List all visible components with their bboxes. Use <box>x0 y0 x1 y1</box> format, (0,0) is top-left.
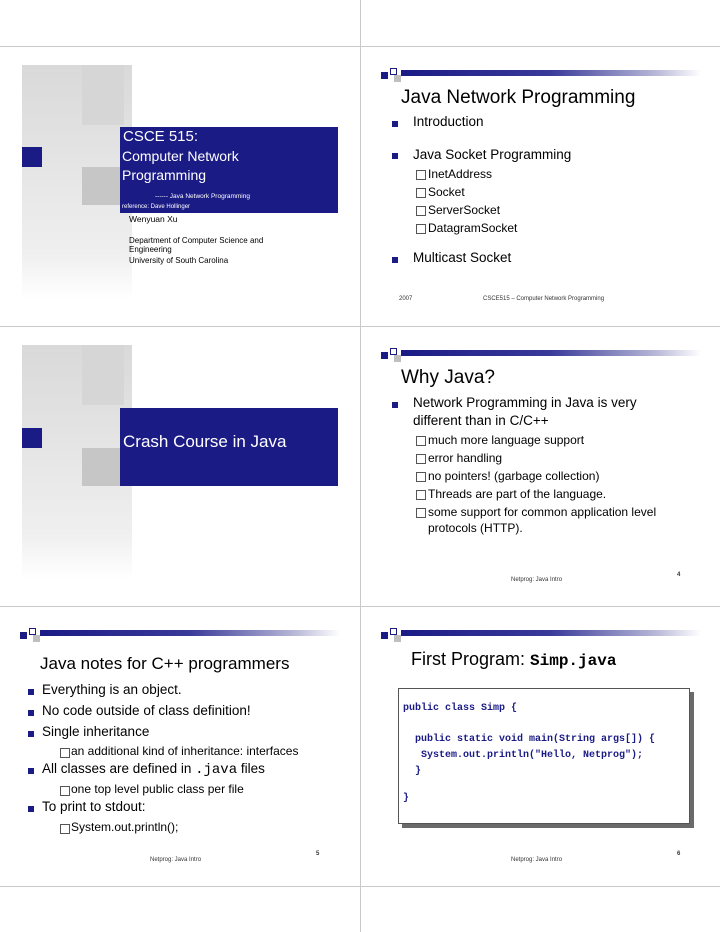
slide5-bullet-4-pre: All classes are defined in <box>42 761 196 776</box>
slide5-title: Java notes for C++ programmers <box>40 654 290 673</box>
slide4-footer-text: Netprog: Java Intro <box>511 577 563 583</box>
code-line: System.out.println("Hello, Netprog"); <box>403 750 644 761</box>
slide-6 <box>361 607 720 894</box>
sub-bullet-box-icon <box>416 170 426 180</box>
sub-bullet-box-icon <box>60 748 70 758</box>
slide6-title <box>411 649 616 670</box>
slide2-title: Java Network Programming <box>401 87 636 108</box>
slide1-accent-square-dark <box>22 147 42 167</box>
slide1-dept-line2: Engineering <box>129 245 172 254</box>
slide4-bullet-line2: different than in C/C++ <box>413 413 549 428</box>
header-bar <box>401 630 701 636</box>
bullet-square-icon <box>392 153 398 159</box>
slide2-footer-text: CSCE515 – Computer Network Programming <box>483 296 605 302</box>
slide-1 <box>0 47 359 334</box>
header-square-outline-icon <box>390 68 397 75</box>
slide1-subtitle-line2: Programming <box>122 167 207 183</box>
slide6-page-number: 6 <box>677 851 681 857</box>
header-square-gray-icon <box>394 355 401 362</box>
bullet-square-icon <box>392 402 398 408</box>
slide5-sub-3: an additional kind of inheritance: interfaces <box>71 744 299 758</box>
sub-bullet-box-icon <box>60 786 70 796</box>
slide4-sub-2: error handling <box>428 451 503 465</box>
slide2-sub-1: InetAddress <box>428 167 493 181</box>
slide3-accent-square-dark <box>22 428 42 448</box>
slide4-bullet-line1: Network Programming in Java is very <box>413 395 637 410</box>
bullet-square-icon <box>392 121 398 127</box>
slide1-reference: reference: Dave Hollinger <box>122 204 191 210</box>
slide4-page-number: 4 <box>677 572 681 578</box>
slide4-sub-3: no pointers! (garbage collection) <box>428 469 600 483</box>
sub-bullet-box-icon <box>416 188 426 198</box>
slide5-bullet-4 <box>42 761 265 778</box>
bullet-square-icon <box>392 257 398 263</box>
bullet-square-icon <box>28 710 34 716</box>
slide1-subtitle-line1: Computer Network <box>122 148 239 164</box>
sub-bullet-box-icon <box>416 454 426 464</box>
slide5-bullet-2: No code outside of class definition! <box>42 703 251 718</box>
code-line: } <box>403 766 422 777</box>
sub-bullet-box-icon <box>416 508 426 518</box>
sub-bullet-box-icon <box>416 206 426 216</box>
slide1-dept-line1: Department of Computer Science and <box>129 236 264 245</box>
slide2-bullet-2: Java Socket Programming <box>413 147 572 162</box>
header-bar <box>40 630 340 636</box>
header-square-icon <box>381 352 388 359</box>
bullet-square-icon <box>28 689 34 695</box>
bullet-square-icon <box>28 731 34 737</box>
slide5-page-number: 5 <box>316 851 320 857</box>
bullet-square-icon <box>28 806 34 812</box>
header-square-icon <box>381 72 388 79</box>
slide5-sub-4: one top level public class per file <box>71 782 244 796</box>
code-line: } <box>403 793 410 804</box>
header-bar <box>401 350 701 356</box>
sub-bullet-box-icon <box>416 436 426 446</box>
header-square-outline-icon <box>29 628 36 635</box>
slide6-title-text: First Program: <box>411 649 531 669</box>
slide5-bullet-4-post: files <box>237 761 265 776</box>
slide1-dashes-subtitle: ------ Java Network Programming <box>155 193 250 200</box>
slide-4 <box>361 327 720 614</box>
slide1-title: CSCE 515: <box>123 128 199 145</box>
header-square-icon <box>20 632 27 639</box>
slide4-sub-4: Threads are part of the language. <box>428 487 607 501</box>
slide4-title: Why Java? <box>401 367 495 388</box>
slide2-bullet-3: Multicast Socket <box>413 250 512 265</box>
header-square-gray-icon <box>33 635 40 642</box>
header-bar <box>401 70 701 76</box>
slide2-sub-4: DatagramSocket <box>428 221 518 235</box>
slide4-sub-1: much more language support <box>428 433 585 447</box>
slide3-accent-square-light <box>82 448 120 486</box>
slide5-bullet-5: To print to stdout: <box>42 799 146 814</box>
slide-5 <box>0 607 359 894</box>
slide2-bullet-1: Introduction <box>413 114 484 129</box>
sub-bullet-box-icon <box>416 472 426 482</box>
slide5-bullet-3: Single inheritance <box>42 724 150 739</box>
slide6-footer-text: Netprog: Java Intro <box>511 857 563 863</box>
slide2-sub-3: ServerSocket <box>428 203 501 217</box>
slide-3 <box>0 327 359 614</box>
header-square-icon <box>381 632 388 639</box>
slide5-sub-5: System.out.println(); <box>71 820 179 834</box>
slide6-title-code: Simp.java <box>530 652 617 670</box>
slide3-gray-block <box>82 345 124 405</box>
sub-bullet-box-icon <box>416 490 426 500</box>
header-square-gray-icon <box>394 75 401 82</box>
slide1-university: University of South Carolina <box>129 256 229 265</box>
header-square-outline-icon <box>390 348 397 355</box>
header-square-outline-icon <box>390 628 397 635</box>
slide5-bullet-4-code: .java <box>195 762 238 778</box>
slide4-sub-5-line2: protocols (HTTP). <box>428 521 523 535</box>
slide2-sub-2: Socket <box>428 185 465 199</box>
sub-bullet-box-icon <box>416 224 426 234</box>
slide5-footer-text: Netprog: Java Intro <box>150 857 202 863</box>
slide1-accent-square-light <box>82 167 120 205</box>
slide5-bullet-1: Everything is an object. <box>42 682 182 697</box>
header-square-gray-icon <box>394 635 401 642</box>
slide-2 <box>361 47 720 334</box>
code-box <box>398 688 690 824</box>
sub-bullet-box-icon <box>60 824 70 834</box>
code-line: public static void main(String args[]) { <box>403 734 656 745</box>
bullet-square-icon <box>28 768 34 774</box>
slide2-footer-year: 2007 <box>399 296 413 302</box>
code-line: public class Simp { <box>403 703 518 714</box>
slide4-sub-5-line1: some support for common application level <box>428 505 657 519</box>
slide1-gray-block <box>82 65 124 125</box>
slide3-title: Crash Course in Java <box>123 432 287 451</box>
slide1-author: Wenyuan Xu <box>129 214 178 224</box>
